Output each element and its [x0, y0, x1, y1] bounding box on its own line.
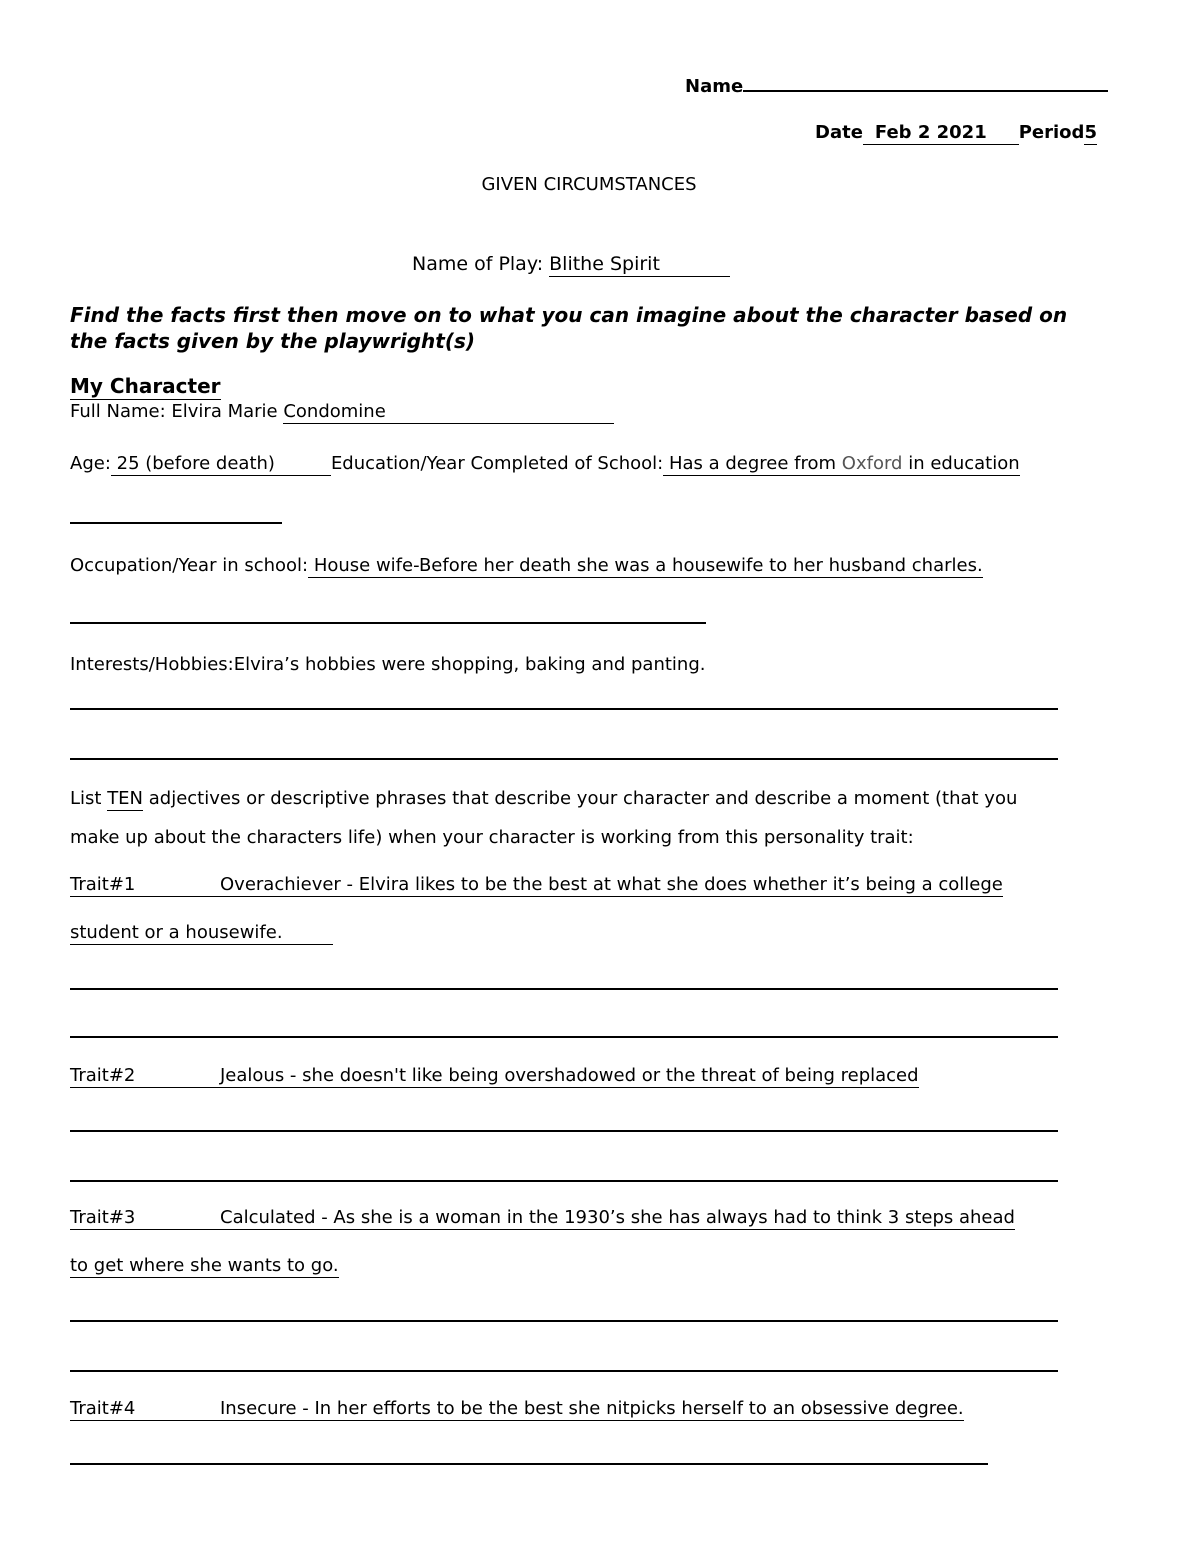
trait-4-answer-line-1[interactable]	[70, 1463, 988, 1465]
full-name-row	[70, 401, 614, 422]
period-value[interactable]: 5	[1084, 122, 1097, 143]
trait-3-answer-line-1[interactable]	[70, 1320, 1058, 1322]
education-value[interactable]: Has a degree from Oxford in education	[663, 453, 1020, 474]
list-prompt-line-1: List TEN adjectives or descriptive phrases that describe your character and describe a moment (that you	[70, 788, 1018, 809]
interests-line-1[interactable]	[70, 708, 1058, 710]
trait-1-text: Overachiever - Elvira likes to be the best at what she does whether it’s being a college	[220, 874, 1003, 895]
character-heading: My Character	[70, 374, 221, 398]
trait-3-line-1[interactable]	[70, 1207, 1015, 1228]
play-row	[412, 253, 730, 275]
name-field[interactable]	[743, 72, 1108, 92]
trait-4-text: Insecure - In her efforts to be the best she nitpicks herself to an obsessive degree.	[220, 1398, 964, 1419]
trait-1-line-1[interactable]	[70, 874, 1003, 895]
name-row	[685, 72, 1108, 97]
interests-line-2[interactable]	[70, 758, 1058, 760]
date-value[interactable]: Feb 2 2021	[863, 122, 1019, 145]
trait-3-line-2[interactable]: to get where she wants to go.	[70, 1255, 339, 1276]
date-label: Date	[815, 122, 863, 143]
age-value[interactable]: 25 (before death)	[111, 453, 331, 476]
interests-text: Interests/Hobbies:Elvira’s hobbies were shopping, baking and panting.	[70, 654, 706, 675]
page-title: GIVEN CIRCUMSTANCES	[481, 174, 697, 195]
trait-2-line-1[interactable]	[70, 1065, 919, 1086]
full-name-label: Full Name: Elvira Marie	[70, 401, 284, 422]
trait-1-label: Trait#1	[70, 874, 136, 895]
occupation-continuation-line[interactable]	[70, 622, 706, 624]
list-prompt-line-2: make up about the characters life) when your character is working from this personality trait:	[70, 827, 914, 848]
age-education-row	[70, 453, 1020, 474]
occupation-value[interactable]: House wife-Before her death she was a housewife to her husband charles.	[308, 555, 983, 576]
full-name-value[interactable]: Condomine	[283, 401, 613, 424]
trait-2-answer-line-2[interactable]	[70, 1180, 1058, 1182]
education-continuation-line[interactable]	[70, 522, 282, 524]
education-label: Education/Year Completed of School:	[330, 453, 664, 474]
trait-4-label: Trait#4	[70, 1398, 136, 1419]
period-label: Period	[1018, 122, 1085, 143]
occupation-row	[70, 555, 983, 576]
trait-3-label: Trait#3	[70, 1207, 136, 1228]
play-label: Name of Play:	[412, 253, 550, 275]
trait-2-text: Jealous - she doesn't like being overshadowed or the threat of being replaced	[220, 1065, 919, 1086]
trait-1-answer-line-1[interactable]	[70, 988, 1058, 990]
trait-2-answer-line-1[interactable]	[70, 1130, 1058, 1132]
trait-3-answer-line-2[interactable]	[70, 1370, 1058, 1372]
trait-1-line-2[interactable]: student or a housewife.	[70, 922, 333, 943]
trait-2-label: Trait#2	[70, 1065, 136, 1086]
ten-emphasis: TEN	[107, 788, 144, 809]
occupation-label: Occupation/Year in school:	[70, 555, 309, 576]
trait-1-answer-line-2[interactable]	[70, 1036, 1058, 1038]
play-value[interactable]: Blithe Spirit	[549, 253, 730, 277]
instructions: Find the facts first then move on to what you can imagine about the character based on the facts given by the playwright(s)	[70, 303, 1068, 353]
date-period-row	[815, 122, 1097, 143]
trait-4-line-1[interactable]	[70, 1398, 964, 1419]
name-label: Name	[685, 76, 744, 97]
age-label: Age:	[70, 453, 111, 474]
trait-3-text: Calculated - As she is a woman in the 1930’s she has always had to think 3 steps ahead	[220, 1207, 1015, 1228]
